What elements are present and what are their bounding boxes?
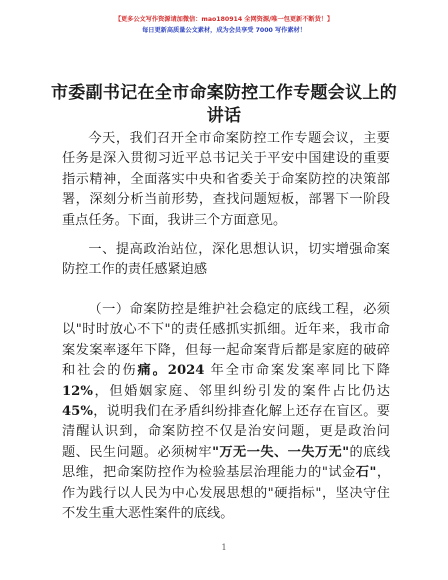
document-title <box>40 82 408 128</box>
promo-banner-line1: 【更多公文写作资源请加微信：mao180914 全网资源/唯一包更新不断货！】 <box>114 16 334 23</box>
para-emphasis: 石" <box>355 465 377 481</box>
para-text: 的底线思维，把命案防控作为检验基层治理能力的"试金 <box>62 444 391 481</box>
para-emphasis: 45% <box>62 404 93 420</box>
para-emphasis: 痛。2024 <box>137 363 205 379</box>
document-title-line1: 市委副书记在全市命案防控工作专题会议上的 <box>51 83 397 103</box>
para-text: （一）命案防控是维护社会稳定的底线工程，必须以"时时放心不下"的责任感抓实抓细。近年来，我市命案发案率逐年下降，但每一起命案背后都是家庭的破碎和社会的伤 <box>62 302 390 379</box>
document-title-line2: 讲话 <box>206 106 242 126</box>
para-text: ，作为践行以人民为中心发展思想的"硬指标"，坚决守住不发生重大恶性案件的底线。 <box>62 465 391 522</box>
para-text: ，说明我们在矛盾纠纷排查化解上还存在盲区。要清醒认识到，命案防控不仅是治安问题，更是政治问题、民生问题。必须树牢 <box>62 404 390 460</box>
subsection-paragraph-1 <box>62 300 390 524</box>
intro-paragraph: 今天，我们召开全市命案防控工作专题会议，主要任务是深入贯彻习近平总书记关于平安中国建设的重要指示精神，全面落实中央和省委关于命案防控的决策部署，深刻分析当前形势，查找问题短板，部署下一阶段重点任务。下面，我讲三个方面意见。 <box>62 131 390 228</box>
para-emphasis: 12% <box>62 383 93 399</box>
promo-banner-line2: 每日更新高质量公文素材，成为会员享受 7000 写作素材！ <box>142 27 306 34</box>
page-number: 1 <box>221 543 227 552</box>
para-text: ，但婚姻家庭、邻里纠纷引发的案件占比仍达 <box>92 383 390 399</box>
para-emphasis: "万无一失、一失万无" <box>212 444 350 460</box>
para-text: 年全市命案发案率同比下降 <box>204 363 390 379</box>
section-heading-1: 一、提高政治站位，深化思想认识，切实增强命案防控工作的责任感紧迫感 <box>62 242 390 278</box>
